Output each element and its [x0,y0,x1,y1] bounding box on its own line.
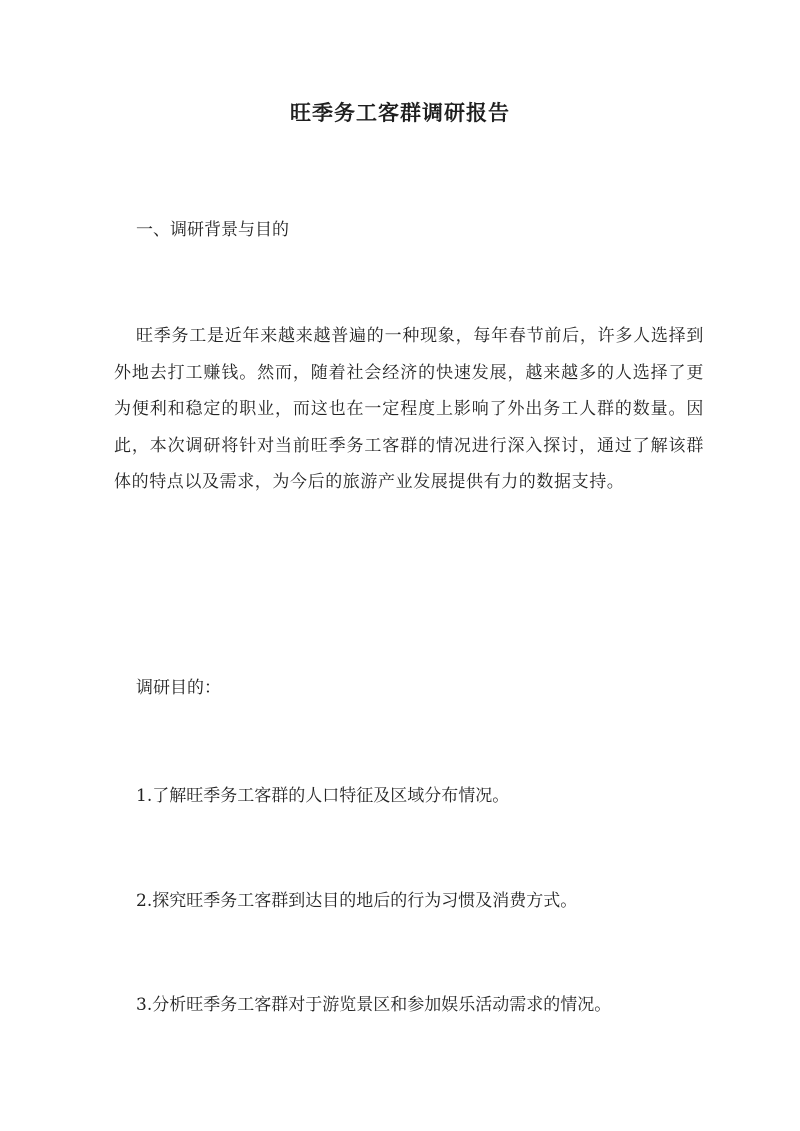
section-heading: 一、调研背景与目的 [136,220,289,240]
background-paragraph: 旺季务工是近年来越来越普遍的一种现象，每年春节前后，许多人选择到外地去打工赚钱。然而，随着社会经济的快速发展，越来越多的人选择了更为便利和稳定的职业，而这也在一定程度上影响了外出务工人群的数量。因此，本次调研将针对当前旺季务工客群的情况进行深入探讨，通过了解该群体的特点以及需求，为今后的旅游产业发展提供有力的数据支持。 [114,326,704,492]
document-title: 旺季务工客群调研报告 [290,100,510,125]
objective-item: 3.分析旺季务工客群对于游览景区和参加娱乐活动需求的情况。 [136,995,612,1015]
objectives-label: 调研目的： [136,678,221,698]
objective-item: 2.探究旺季务工客群到达目的地后的行为习惯及消费方式。 [136,891,578,911]
objective-item: 1.了解旺季务工客群的人口特征及区域分布情况。 [136,786,510,806]
